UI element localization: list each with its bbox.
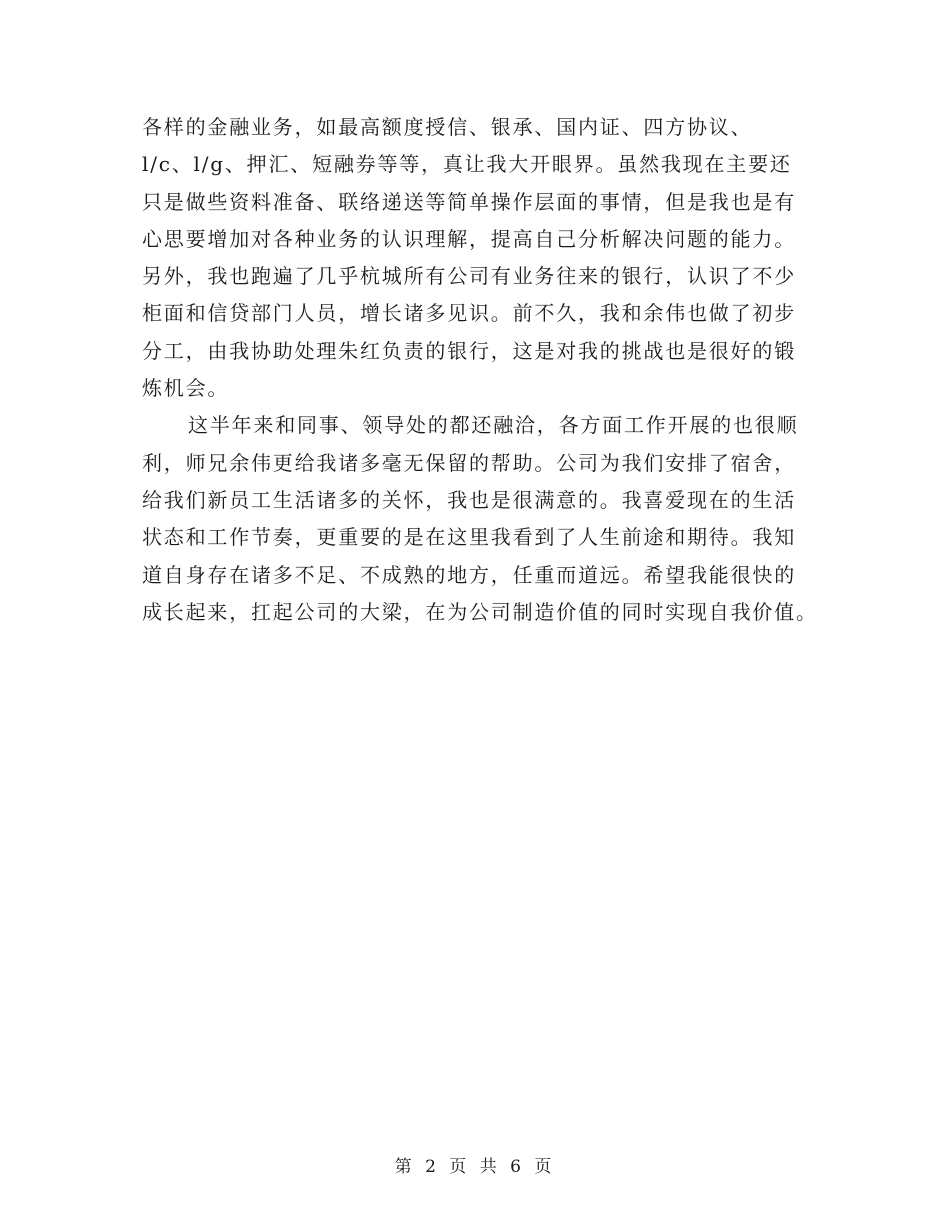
text-line: 分工，由我协助处理朱红负责的银行，这是对我的挑战也是很好的锻: [142, 338, 796, 363]
text-line: l/c、l/g、押汇、短融券等等，真让我大开眼界。虽然我现在主要还: [142, 152, 792, 177]
text-line: 给我们新员工生活诸多的关怀，我也是很满意的。我喜爱现在的生活: [142, 487, 796, 512]
text-line: 只是做些资料准备、联络递送等简单操作层面的事情，但是我也是有: [142, 189, 796, 214]
text-line: 心思要增加对各种业务的认识理解，提高自己分析解决问题的能力。: [142, 226, 796, 251]
text-line: 炼机会。: [142, 376, 230, 401]
text-line: 柜面和信贷部门人员，增长诸多见识。前不久，我和余伟也做了初步: [142, 301, 796, 326]
text-line: 成长起来，扛起公司的大梁，在为公司制造价值的同时实现自我价值。: [142, 599, 818, 624]
paragraph-first-line: 这半年来和同事、领导处的都还融洽，各方面工作开展的也很顺: [188, 413, 799, 438]
page-number-footer: 第 2 页 共 6 页: [394, 1157, 556, 1177]
text-line: 各样的金融业务，如最高额度授信、银承、国内证、四方协议、: [142, 115, 753, 139]
text-line: 状态和工作节奏，更重要的是在这里我看到了人生前途和期待。我知: [142, 525, 796, 550]
document-body: [142, 109, 822, 631]
text-line: 利，师兄余伟更给我诸多毫无保留的帮助。公司为我们安排了宿舍，: [142, 450, 796, 475]
text-line: 道自身存在诸多不足、不成熟的地方，任重而道远。希望我能很快的: [142, 562, 796, 587]
text-line: 另外，我也跑遍了几乎杭城所有公司有业务往来的银行，认识了不少: [142, 264, 796, 289]
